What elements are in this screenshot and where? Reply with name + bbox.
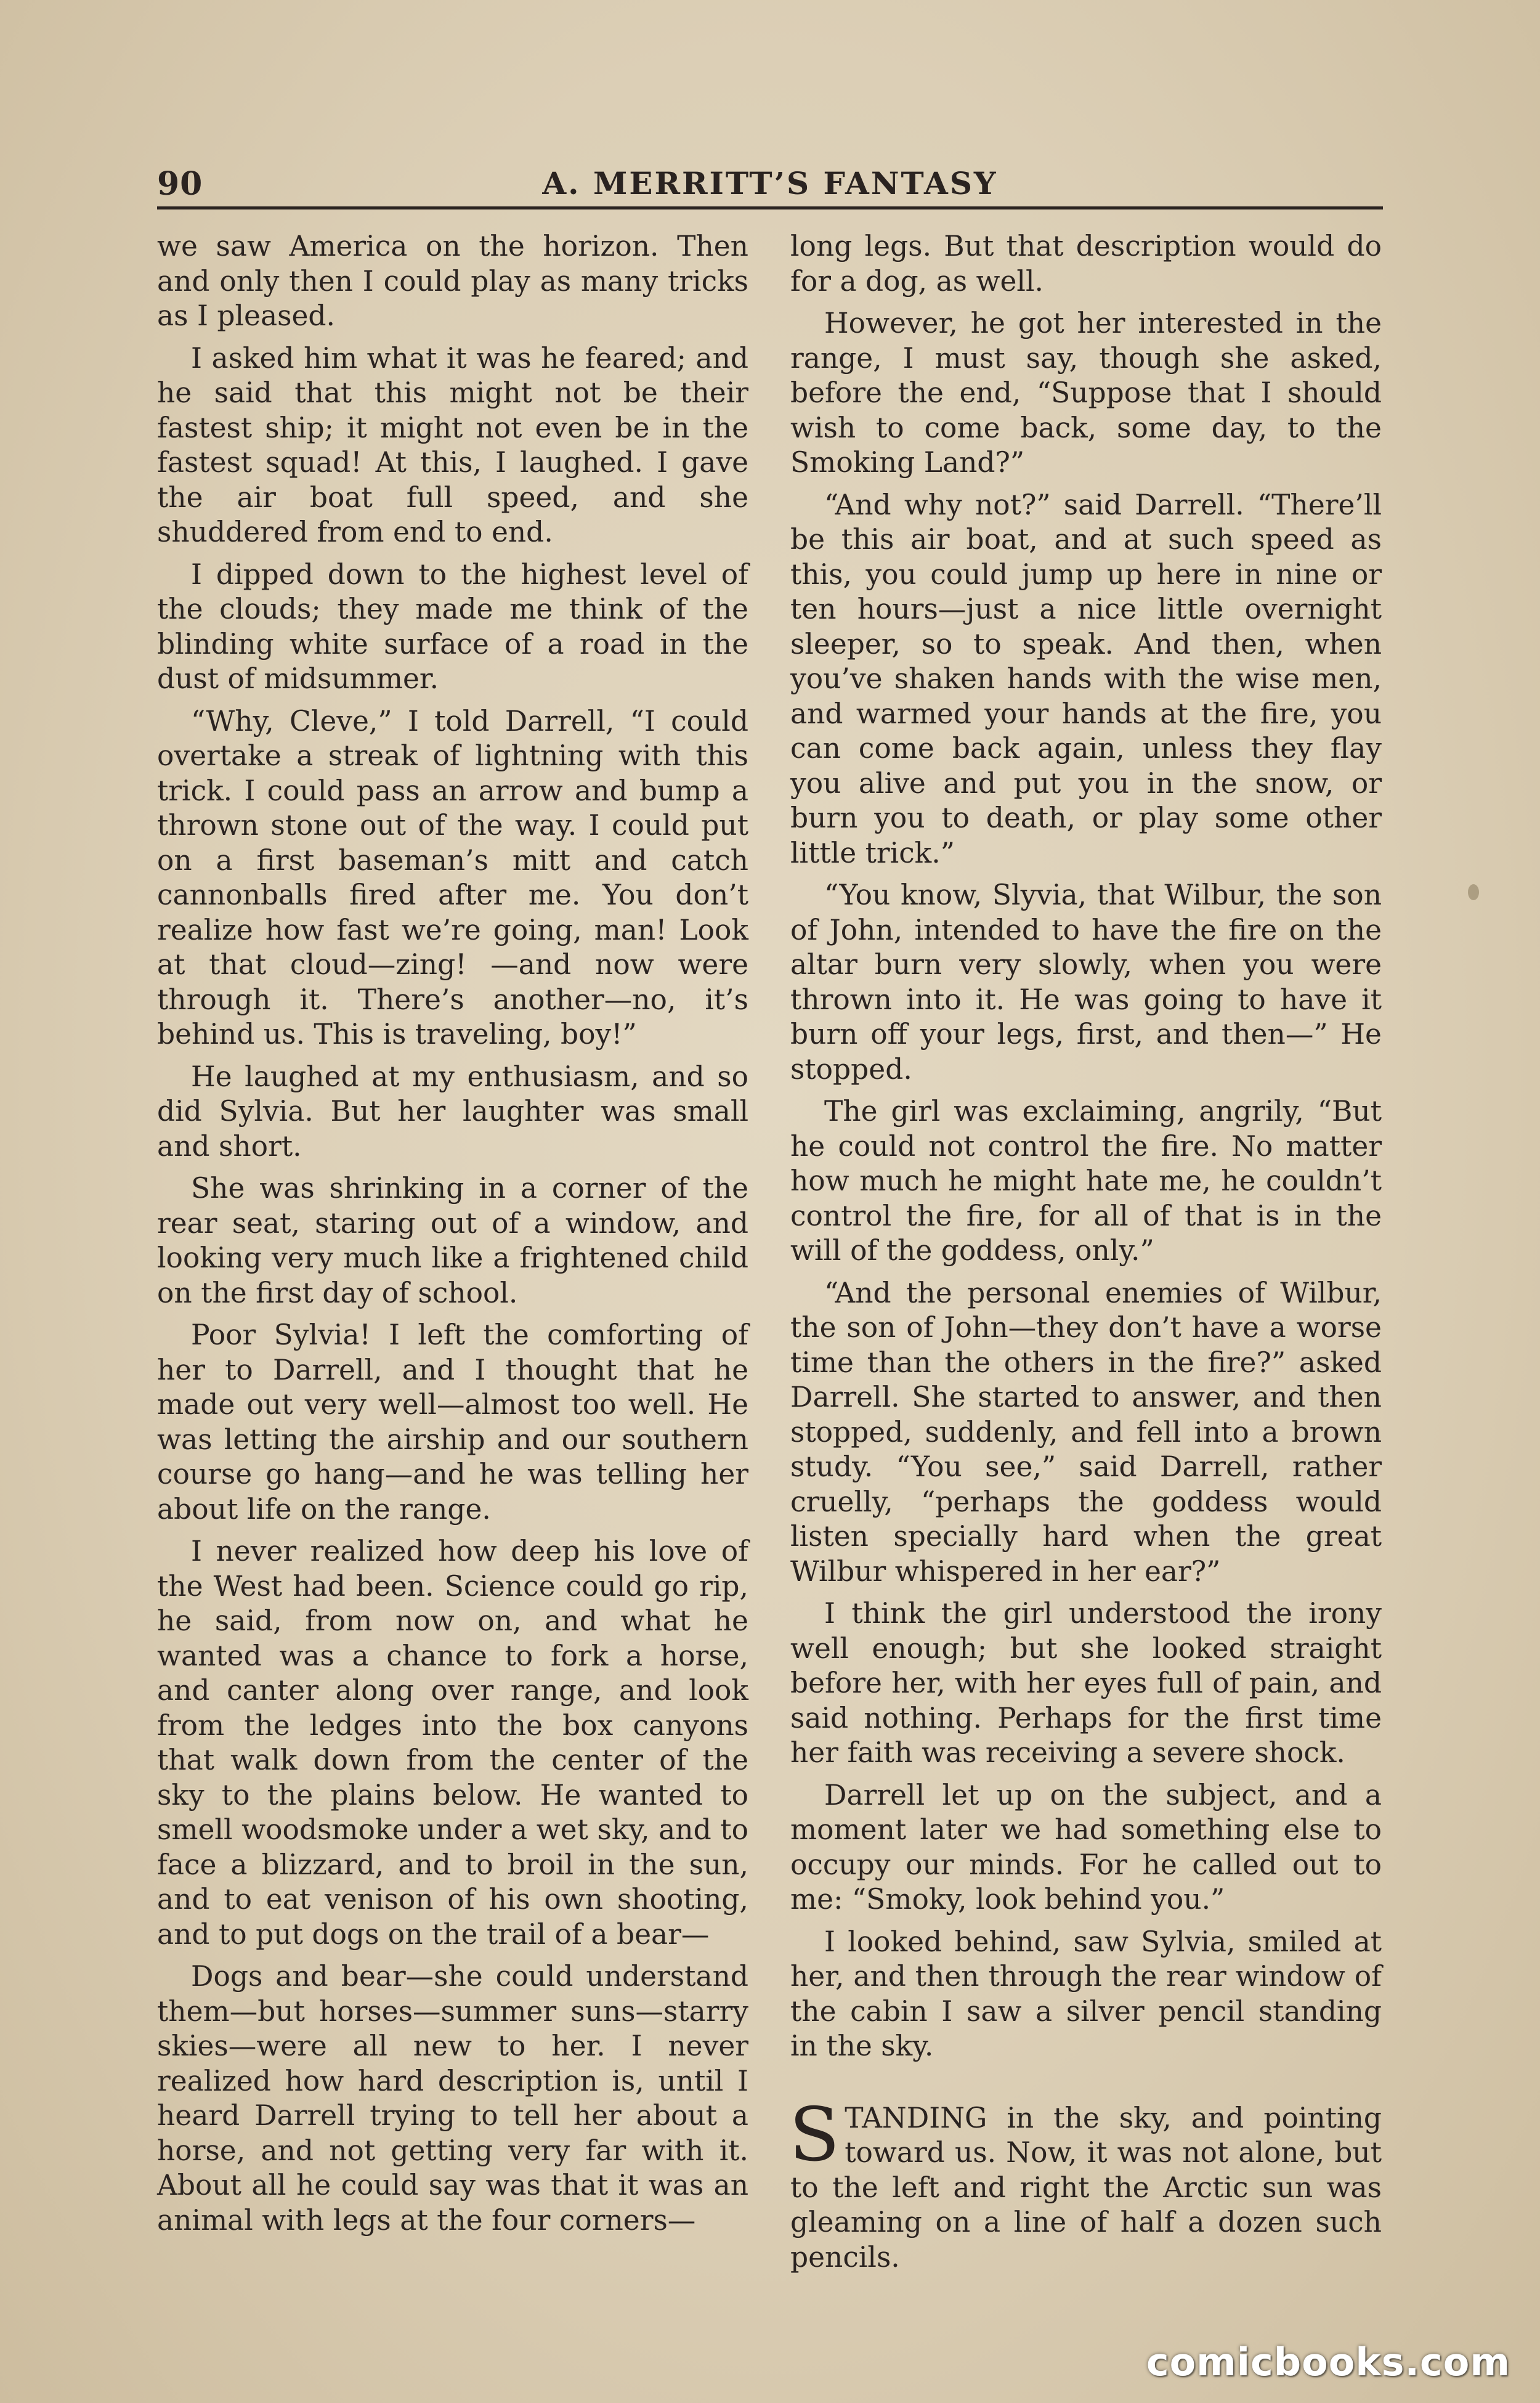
running-title: A. MERRITT’S FANTASY	[542, 165, 998, 201]
paragraph: Dogs and bear—she could understand them—but horses—summer suns—starry skies—were all new to her. I never realized how hard description is, until I heard Darrell trying to tell her about a horse, and not getting very far with it. About all he could say was that it was an animal with legs at the four corners—	[157, 1960, 748, 2237]
paragraph: Poor Sylvia! I left the comforting of her to Darrell, and I thought that he made out very well—almost too well. He was letting the airship and our southern course go hang—and he was telling her about life on the range.	[157, 1319, 748, 1526]
paragraph: “Why, Cleve,” I told Darrell, “I could overtake a streak of lightning with this trick. I could pass an arrow and bump a thrown stone out of the way. I could put on a first baseman’s mitt and catch cannonballs fired after me. You don’t realize how fast we’re going, man! Look at that cloud—zing! —and now were through it. There’s another—no, it’s behind us. This is traveling, boy!”	[157, 704, 748, 1051]
section-opening-text: TANDING in the sky, and pointing toward us. Now, it was not alone, but to the left and right the Arctic sun was gleaming on a line of half a dozen such pencils.	[790, 2101, 1382, 2274]
paragraph: He laughed at my enthusiasm, and so did Sylvia. But her laughter was small and short.	[157, 1060, 748, 1163]
paragraph: we saw America on the horizon. Then and only then I could play as many tricks as I pleased.	[157, 230, 748, 332]
paragraph: I dipped down to the highest level of the clouds; they made me think of the blinding white surface of a road in the dust of midsummer.	[157, 558, 748, 695]
paragraph: “And why not?” said Darrell. “There’ll be this air boat, and at such speed as this, you could jump up here in nine or ten hours—just a nice little overnight sleeper, so to speak. And then, when you’ve shaken hands with the wise men, and warmed your hands at the fire, you can come back again, unless they flay you alive and put you in the snow, or burn you to death, or play some other little trick.”	[790, 488, 1382, 869]
paragraph: She was shrinking in a corner of the rear seat, staring out of a window, and looking very much like a frightened child on the first day of school.	[157, 1172, 748, 1309]
paragraph: The girl was exclaiming, angrily, “But he could not control the fire. No matter how much he might hate me, he couldn’t control the fire, for all of that is in the will of the goddess, only.”	[790, 1095, 1382, 1267]
right-column	[790, 229, 1382, 2282]
paragraph: Darrell let up on the subject, and a moment later we had something else to occupy our minds. For he called out to me: “Smoky, look behind you.”	[790, 1778, 1382, 1916]
page-number: 90	[157, 165, 203, 203]
paragraph: long legs. But that description would do for a dog, as well.	[790, 230, 1382, 298]
paragraph: However, he got her interested in the range, I must say, though she asked, before the end, “Suppose that I should wish to come back, some day, to the Smoking Land?”	[790, 307, 1382, 479]
paragraph: I think the girl understood the irony well enough; but she looked straight before her, with her eyes full of pain, and said nothing. Perhaps for the first time her faith was receiving a severe shock.	[790, 1597, 1382, 1769]
paper-stain	[1468, 884, 1479, 900]
drop-cap: S	[789, 2092, 840, 2178]
paragraph: I asked him what it was he feared; and he said that this might not be their fastest ship; it might not even be in the fastest squad! At this, I laughed. I gave the air boat full speed, and she shuddered from end to end.	[157, 341, 748, 548]
header-rule	[157, 206, 1383, 209]
paragraph: “You know, Slyvia, that Wilbur, the son of John, intended to have the fire on the altar burn very slowly, when you were thrown into it. He was going to have it burn off your legs, first, and then—” He stopped.	[790, 879, 1382, 1086]
site-watermark: comicbooks.com	[1146, 2340, 1510, 2385]
paragraph: I looked behind, saw Sylvia, smiled at her, and then through the rear window of the cabin I saw a silver pencil standing in the sky.	[790, 1925, 1382, 2062]
section-opening-paragraph	[789, 2092, 1382, 2275]
paragraph: “And the personal enemies of Wilbur, the son of John—they don’t have a worse time than the others in the fire?” asked Darrell. She started to answer, and then stopped, suddenly, and fell into a brown study. “You see,” said Darrell, rather cruelly, “perhaps the goddess would listen specially hard when the great Wilbur whispered in her ear?”	[790, 1276, 1382, 1588]
left-column	[157, 229, 748, 2245]
paragraph: I never realized how deep his love of the West had been. Science could go rip, he said, from now on, and what he wanted was a chance to fork a horse, and canter along over range, and look from the ledges into the box canyons that walk down from the center of the sky to the plains below. He wanted to smell woodsmoke under a wet sky, and to face a blizzard, and to broil in the sun, and to eat venison of his own shooting, and to put dogs on the trail of a bear—	[157, 1535, 748, 1951]
page-header	[157, 161, 1383, 205]
